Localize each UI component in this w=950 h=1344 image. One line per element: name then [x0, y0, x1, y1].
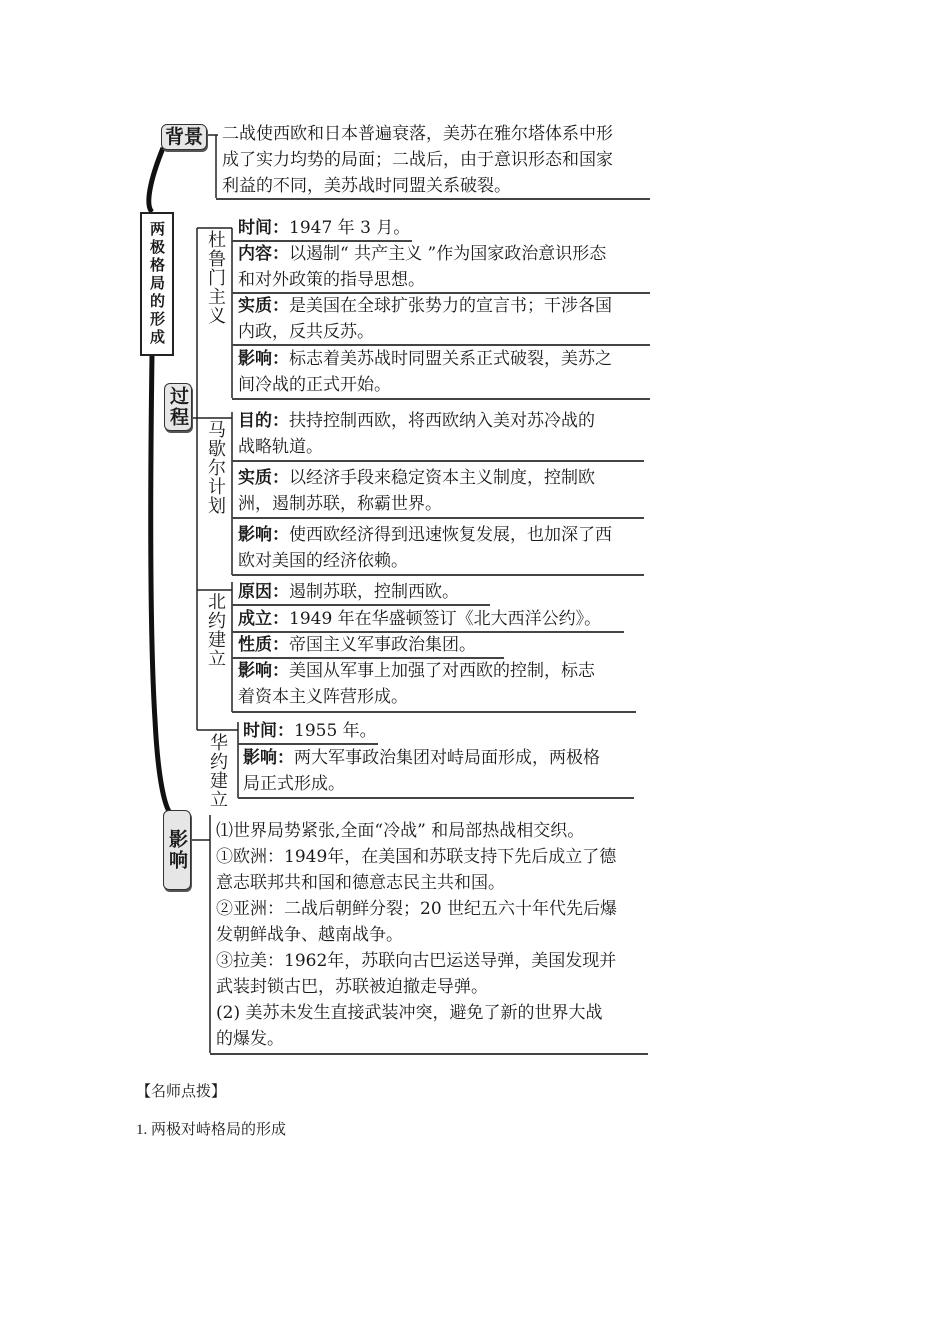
nato-reason: 原因：遏制苏联，控制西欧。 [238, 582, 459, 602]
background-rule [216, 198, 650, 200]
impact-line-8: (2) 美苏未发生直接武装冲突，避免了新的世界大战 [216, 1003, 603, 1023]
notes-heading: 【名师点拨】 [136, 1084, 227, 1100]
warsaw-time: 时间：1955 年。 [243, 721, 377, 741]
truman-time: 时间：1947 年 3 月。 [238, 218, 411, 238]
warsaw-impact: 影响：两大军事政治集团对峙局面形成，两极格 [243, 748, 600, 768]
truman-essence-2: 内政，反共反苏。 [238, 322, 374, 342]
truman-impact-2: 间冷战的正式开始。 [238, 375, 391, 395]
truman-impact: 影响：标志着美苏战时同盟关系正式破裂，美苏之 [238, 349, 612, 369]
background-line-3: 利益的不同，美苏战时同盟关系破裂。 [222, 176, 511, 196]
impact-line-9: 的爆发。 [216, 1029, 284, 1049]
impact-rule [210, 1053, 648, 1055]
nato-founded: 成立：1949 年在华盛顿签订《北大西洋公约》。 [238, 609, 602, 629]
marshall-goal-2: 战略轨道。 [238, 437, 323, 457]
truman-doctrine-label: 杜鲁门主义 [205, 230, 226, 325]
marshall-goal: 目的：扶持控制西欧，将西欧纳入美对苏冷战的 [238, 411, 595, 431]
marshall-impact-2: 欧对美国的经济依赖。 [238, 551, 408, 571]
warsaw-pact-label: 华约建立 [207, 733, 228, 809]
nato-nature: 性质：帝国主义军事政治集团。 [238, 635, 476, 655]
background-line-1: 二战使西欧和日本普遍衰落，美苏在雅尔塔体系中形 [222, 124, 613, 144]
impact-line-1: ⑴世界局势紧张,全面“冷战” 和局部热战相交织。 [216, 821, 585, 841]
background-line-2: 成了实力均势的局面；二战后，由于意识形态和国家 [222, 150, 613, 170]
divider [232, 460, 644, 462]
marshall-plan-label: 马歇尔计划 [205, 420, 226, 515]
nato-impact: 影响：美国从军事上加强了对西欧的控制，标志 [238, 661, 595, 681]
tag-process: 过程 [164, 383, 192, 431]
divider [232, 517, 644, 519]
impact-line-6: ③拉美：1962年，苏联向古巴运送导弹，美国发现并 [216, 951, 617, 971]
mindmap-title: 两极格局的形成 [140, 212, 174, 356]
divider [238, 797, 634, 799]
notes-item-1: 1. 两极对峙格局的形成 [136, 1122, 287, 1138]
marshall-essence-2: 洲，遏制苏联，称霸世界。 [238, 494, 442, 514]
truman-content: 内容：以遏制“ 共产主义 ”作为国家政治意识形态 [238, 244, 607, 264]
nato-impact-2: 着资本主义阵营形成。 [238, 687, 408, 707]
impact-line-3: 意志联邦共和国和德意志民主共和国。 [216, 873, 505, 893]
tag-impact: 影响 [163, 810, 191, 890]
divider [232, 574, 644, 576]
tag-background: 背景 [161, 124, 207, 150]
divider [232, 398, 650, 400]
impact-line-4: ②亚洲：二战后朝鲜分裂；20 世纪五六十年代先后爆 [216, 899, 618, 919]
warsaw-impact-2: 局正式形成。 [243, 774, 345, 794]
divider [232, 711, 636, 713]
impact-line-7: 武装封锁古巴，苏联被迫撤走导弹。 [216, 977, 488, 997]
impact-line-2: ①欧洲：1949年，在美国和苏联支持下先后成立了德 [216, 847, 617, 867]
truman-essence: 实质：是美国在全球扩张势力的宣言书；干涉各国 [238, 296, 612, 316]
truman-content-2: 和对外政策的指导思想。 [238, 270, 425, 290]
impact-line-5: 发朝鲜战争、越南战争。 [216, 925, 403, 945]
marshall-essence: 实质：以经济手段来稳定资本主义制度，控制欧 [238, 468, 595, 488]
nato-label: 北约建立 [205, 592, 226, 668]
marshall-impact: 影响：使西欧经济得到迅速恢复发展，也加深了西 [238, 525, 612, 545]
